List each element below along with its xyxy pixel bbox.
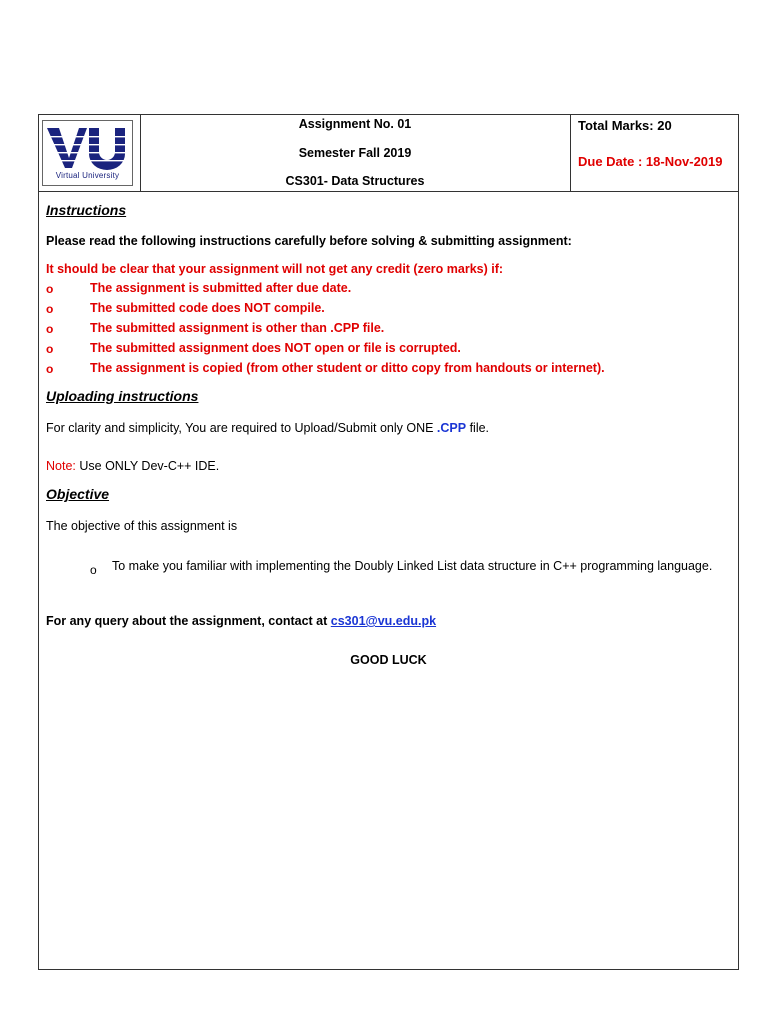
bullet-marker: o: [46, 342, 54, 356]
ide-note: [46, 459, 219, 473]
vu-logo-mark-icon: [45, 124, 130, 170]
marks-cell: [571, 115, 738, 191]
due-date: Due Date : 18-Nov-2019: [578, 154, 723, 169]
note-text: Use ONLY Dev-C++ IDE.: [75, 459, 220, 473]
bullet-marker: o: [46, 362, 54, 376]
instruction-item: The assignment is copied (from other student or ditto copy from handouts or internet).: [90, 361, 605, 375]
objective-item: To make you familiar with implementing the Doubly Linked List data structure in C++ programming language.: [112, 559, 713, 573]
instruction-item: The submitted assignment is other than .CPP file.: [90, 321, 385, 335]
file-extension: .CPP: [436, 421, 467, 435]
note-label: Note:: [46, 459, 76, 473]
bullet-marker: o: [46, 282, 54, 296]
upload-instruction: [46, 421, 489, 435]
instructions-intro: Please read the following instructions carefully before solving & submitting assignment:: [46, 234, 572, 248]
header-table: [39, 115, 738, 192]
uploading-heading: Uploading instructions: [46, 388, 199, 404]
objective-intro: The objective of this assignment is: [46, 519, 238, 533]
logo-cell: [39, 115, 141, 191]
total-marks: Total Marks: 20: [578, 118, 672, 133]
course-title: CS301- Data Structures: [285, 174, 425, 188]
assignment-number: Assignment No. 01: [298, 117, 412, 131]
upload-text-end: file.: [466, 421, 490, 435]
instruction-item: The assignment is submitted after due date.: [90, 281, 352, 295]
good-luck-text: GOOD LUCK: [350, 653, 427, 667]
objective-heading: Objective: [46, 486, 110, 502]
instructions-heading: Instructions: [46, 202, 127, 218]
bullet-marker: o: [46, 322, 54, 336]
bullet-marker: o: [46, 302, 54, 316]
contact-line: [46, 614, 436, 628]
title-cell: [141, 115, 571, 191]
contact-email-link[interactable]: cs301@vu.edu.pk: [330, 614, 437, 628]
bullet-marker: o: [90, 563, 97, 577]
document-frame: [38, 114, 739, 970]
logo-caption: Virtual University: [55, 171, 120, 180]
upload-text: For clarity and simplicity, You are required to Upload/Submit only ONE: [46, 421, 437, 435]
instruction-item: The submitted code does NOT compile.: [90, 301, 325, 315]
semester-label: Semester Fall 2019: [298, 146, 412, 160]
instruction-item: The submitted assignment does NOT open or file is corrupted.: [90, 341, 461, 355]
contact-text: For any query about the assignment, contact at: [46, 614, 331, 628]
vu-logo: [42, 120, 133, 186]
credit-warning: It should be clear that your assignment will not get any credit (zero marks) if:: [46, 262, 504, 276]
